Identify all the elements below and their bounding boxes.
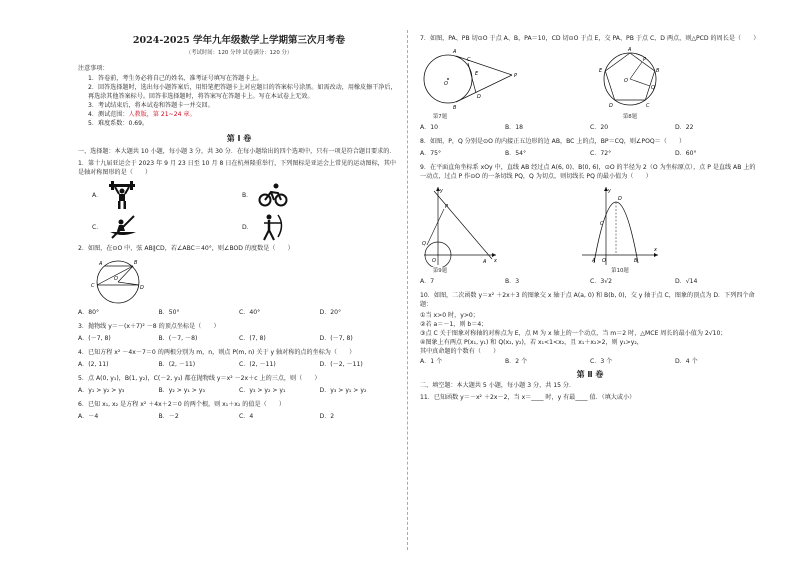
option-c: C．20 bbox=[590, 124, 609, 131]
option-c: C．(2, －11) bbox=[239, 361, 276, 368]
fig-label: D bbox=[477, 94, 481, 100]
question-11-stem: 11．已知函数 y＝－x² ＋2x－2，当 x＝____ 时，y 有最____ 值．（填大或小） bbox=[420, 394, 636, 401]
option-b bbox=[242, 181, 392, 209]
option-c: C．4 bbox=[239, 413, 254, 420]
option-label: B． bbox=[242, 191, 253, 199]
figure-caption: 第10题 bbox=[611, 268, 629, 274]
part2-section: 二、填空题：本大题共 5 小题，每小题 3 分，共 15 分． bbox=[420, 382, 576, 389]
question-3-stem: 3．抛物线 y＝－(x＋7)² －8 的顶点坐标是（ ） bbox=[78, 323, 220, 330]
question-10-options bbox=[420, 356, 760, 368]
option-a: A．(2, 11) bbox=[78, 361, 109, 368]
weightlifting-icon bbox=[108, 181, 136, 209]
fig-label: P bbox=[514, 73, 518, 79]
option-a: A．－4 bbox=[78, 413, 99, 420]
question-5-options bbox=[78, 385, 400, 397]
option-label: A． bbox=[92, 191, 103, 199]
fig-label: O bbox=[432, 258, 436, 264]
fig-label: A bbox=[483, 259, 487, 265]
option-b: B．(2, －11) bbox=[158, 361, 196, 368]
question-1-stem: 1．第十九届亚运会于 2023 年 9 月 23 日至 10 月 8 日在杭州隆重举行，下列图标是亚运会上常见的运动图标，其中是轴对称图形的是（ ） bbox=[78, 160, 396, 176]
question-7-8-figures bbox=[420, 45, 760, 122]
fig-label: P bbox=[643, 57, 647, 63]
option-a: A．(－7, 8) bbox=[78, 335, 111, 342]
exam-meta: （考试时间：120 分钟 试卷满分：120 分） bbox=[185, 50, 293, 56]
question-9-options bbox=[420, 276, 760, 288]
option-c: C．40° bbox=[239, 309, 261, 316]
fig-label: Q bbox=[651, 85, 655, 91]
option-b: B．54° bbox=[505, 150, 527, 157]
fig-label: D bbox=[618, 196, 622, 202]
question-8-options bbox=[420, 148, 760, 160]
option-d: D．(－2, －11) bbox=[319, 361, 363, 368]
note-range: 人教版，第 21~24 章。 bbox=[128, 111, 196, 118]
archery-icon bbox=[258, 213, 286, 241]
canoeing-icon bbox=[108, 214, 138, 240]
parabola-figure bbox=[580, 183, 660, 267]
fig-label: B bbox=[134, 260, 138, 266]
fig-label: O bbox=[114, 276, 118, 282]
option-d: D．y₃ > y₁ > y₂ bbox=[319, 387, 367, 394]
fig-label: B bbox=[634, 258, 638, 264]
option-c: C．3√2 bbox=[590, 278, 612, 285]
question-2-stem: 2．如图，在⊙O 中，弦 AB∥CD，若∠ABC＝40°，则∠BOD 的度数是（ ） bbox=[78, 245, 294, 252]
notes-heading: 注意事项： bbox=[78, 65, 109, 72]
option-c: C．3 个 bbox=[590, 358, 613, 365]
fig-label: C bbox=[91, 283, 95, 289]
option-b: B．3 bbox=[505, 278, 520, 285]
option-a: A．7 bbox=[420, 278, 435, 285]
figure-7 bbox=[420, 45, 590, 122]
question-10-tail: 其中真命题的个数有（ ） bbox=[420, 348, 500, 355]
note-item: 3．考试结束后，将本试卷和答题卡一并交回。 bbox=[88, 102, 214, 109]
part1-section: 一、选择题：本大题共 10 小题，每小题 3 分，共 30 分．在每小题给出的四个选项中，只有一项是符合题目要求的． bbox=[78, 148, 396, 155]
option-a: A．75° bbox=[420, 150, 442, 157]
fig-label: B bbox=[453, 105, 457, 111]
option-label: C． bbox=[92, 223, 103, 231]
line-circle-figure bbox=[420, 183, 500, 267]
option-d: D．22 bbox=[675, 124, 694, 131]
fig-label: O bbox=[602, 258, 606, 264]
question-10-prop: ①当 x>0 时，y>0； bbox=[420, 312, 479, 319]
part1-title: 第 Ⅰ 卷 bbox=[226, 134, 252, 143]
question-8-stem: 8．如图，P，Q 分别是⊙O 的内接正五边形的边 AB，BC 上的点，BP＝CQ，则∠POQ＝（ ） bbox=[420, 138, 686, 145]
fig-label: C bbox=[646, 103, 650, 109]
question-9-10-figures bbox=[420, 183, 760, 276]
option-a: A．10 bbox=[420, 124, 439, 131]
question-4-options bbox=[78, 359, 400, 371]
right-column bbox=[420, 34, 760, 404]
fig-label: C bbox=[467, 57, 471, 63]
fig-label: D bbox=[609, 103, 613, 109]
question-6-stem: 6．已知 x₁, x₂ 是方程 x² ＋4x＋2＝0 的两个根，则 x₁＋x₂ 的值是（ ） bbox=[78, 401, 285, 408]
exam-title: 2024-2025 学年九年级数学上学期第三次月考卷 bbox=[132, 35, 346, 46]
option-b: B．2 个 bbox=[505, 358, 528, 365]
option-b: B．y₂ > y₁ > y₃ bbox=[158, 387, 205, 394]
note-item bbox=[78, 110, 400, 119]
option-d: D．20° bbox=[319, 309, 342, 316]
question-6-options bbox=[78, 411, 400, 423]
note-range-prefix: 4．测试范围： bbox=[88, 111, 129, 118]
option-a: A．80° bbox=[78, 309, 100, 316]
question-9-stem: 9．在平面直角坐标系 xOy 中，直线 AB 经过点 A(6, 0)、B(0, 6)，⊙O 的半径为 2（O 为坐标原点），点 P 是直线 AB 上的一动点，过点 P 作⊙O 的一条切线 PQ，Q 为切点，则切线长 PQ 的最小值为（ ） bbox=[420, 164, 756, 180]
option-d: D．4 个 bbox=[675, 358, 698, 365]
fig-label: E bbox=[599, 68, 603, 74]
option-c bbox=[92, 213, 242, 241]
option-a bbox=[92, 181, 242, 209]
cycling-icon bbox=[258, 183, 288, 207]
fig-label: A bbox=[628, 47, 632, 53]
question-7-stem: 7．如图，PA、PB 切⊙O 于点 A、B，PA＝10，CD 切⊙O 于点 E，交 PA、PB 于点 C、D 两点，则△PCD 的周长是（ ） bbox=[420, 35, 760, 42]
fig-label: E bbox=[475, 71, 479, 77]
fig-label: y bbox=[440, 188, 443, 194]
option-d: D．√14 bbox=[675, 278, 698, 285]
question-2-options bbox=[78, 307, 400, 319]
fig-label: O bbox=[624, 78, 628, 84]
question-4-stem: 4．已知方程 x² －4x－7＝0 的两根分别为 m，n，则点 P(m, n) 关于 y 轴对称的点的坐标为（ ） bbox=[78, 349, 356, 356]
question-2-figure bbox=[88, 255, 148, 307]
option-c: C．y₃ > y₂ > y₁ bbox=[239, 387, 286, 394]
option-a: A．1 个 bbox=[420, 358, 443, 365]
question-7-options bbox=[420, 122, 760, 134]
part2-title: 第 Ⅱ 卷 bbox=[576, 370, 604, 379]
figure-10 bbox=[580, 183, 690, 276]
note-item: 2．回答选择题时，选出每小题答案后，用铅笔把答题卡上对应题目的答案标号涂黑。如需改动，用橡皮擦干净后，再选涂其他答案标号。回答非选择题时，将答案写在答题卡上。写在本试卷上无效。 bbox=[88, 84, 397, 100]
column-divider bbox=[407, 30, 408, 550]
tangent-circle-figure bbox=[420, 45, 530, 113]
fig-label: D bbox=[140, 285, 144, 291]
fig-label: Q bbox=[422, 241, 426, 247]
option-d: D．2 bbox=[319, 413, 335, 420]
figure-caption: 第8题 bbox=[622, 114, 638, 120]
question-3-options bbox=[78, 333, 400, 345]
option-b: B．50° bbox=[158, 309, 180, 316]
question-10-stem: 10．如图，二次函数 y＝x² ＋2x＋3 的图象交 x 轴于点 A(a, 0) 和 B(b, 0)，交 y 轴于点 C，图象的顶点为 D．下列四个命题： bbox=[420, 292, 755, 308]
figure-8 bbox=[590, 45, 700, 122]
question-5-stem: 5．点 A(0, y₁)，B(1, y₂)，C(－2, y₃) 都在抛物线 y＝x² －2x＋c 上的三点，则（ ） bbox=[78, 375, 321, 382]
option-c: C．72° bbox=[590, 150, 612, 157]
fig-label: x bbox=[494, 258, 497, 264]
option-d: D．60° bbox=[675, 150, 697, 157]
fig-label: A bbox=[453, 49, 457, 55]
option-a: A．y₁ > y₂ > y₃ bbox=[78, 387, 125, 394]
fig-label: O bbox=[444, 81, 448, 87]
figure-caption: 第7题 bbox=[432, 114, 448, 120]
option-c: C．(7, 8) bbox=[239, 335, 266, 342]
fig-label: y bbox=[608, 188, 611, 194]
question-10-prop: ③点 C 关于图象对称轴的对称点为 E，点 M 为 x 轴上的一个动点，当 m＝2 时，△MCE 周长的最小值为 2√10； bbox=[420, 330, 727, 337]
left-column bbox=[78, 34, 400, 423]
option-b: B．(－7, －8) bbox=[158, 335, 198, 342]
fig-label: B bbox=[656, 68, 660, 74]
fig-label: A bbox=[592, 258, 596, 264]
question-10-prop: ②若 a＝－1，则 b＝4； bbox=[420, 321, 488, 328]
question-10-prop: ④图象上有两点 P(x₁, y₁) 和 Q(x₂, y₂)，若 x₁<1<x₂，且 x₁＋x₂>2，则 y₁>y₂， bbox=[420, 339, 643, 346]
option-d: D．(－7, 8) bbox=[319, 335, 353, 342]
pentagon-circle-figure bbox=[590, 45, 670, 113]
fig-label: P bbox=[445, 204, 449, 210]
note-item: 5．难度系数：0.69。 bbox=[88, 120, 149, 127]
fig-label: C bbox=[600, 221, 604, 227]
fig-label: A bbox=[99, 261, 103, 267]
note-item: 1．答卷前，考生务必将自己的姓名、准考证号填写在答题卡上。 bbox=[88, 75, 263, 82]
figure-9 bbox=[420, 183, 580, 276]
fig-label: x bbox=[654, 247, 657, 253]
option-b: B．18 bbox=[505, 124, 524, 131]
question-1-icons bbox=[92, 181, 400, 241]
option-label: D． bbox=[242, 223, 253, 231]
option-b: B．－2 bbox=[158, 413, 179, 420]
option-d bbox=[242, 213, 392, 241]
figure-caption: 第9题 bbox=[432, 268, 448, 274]
